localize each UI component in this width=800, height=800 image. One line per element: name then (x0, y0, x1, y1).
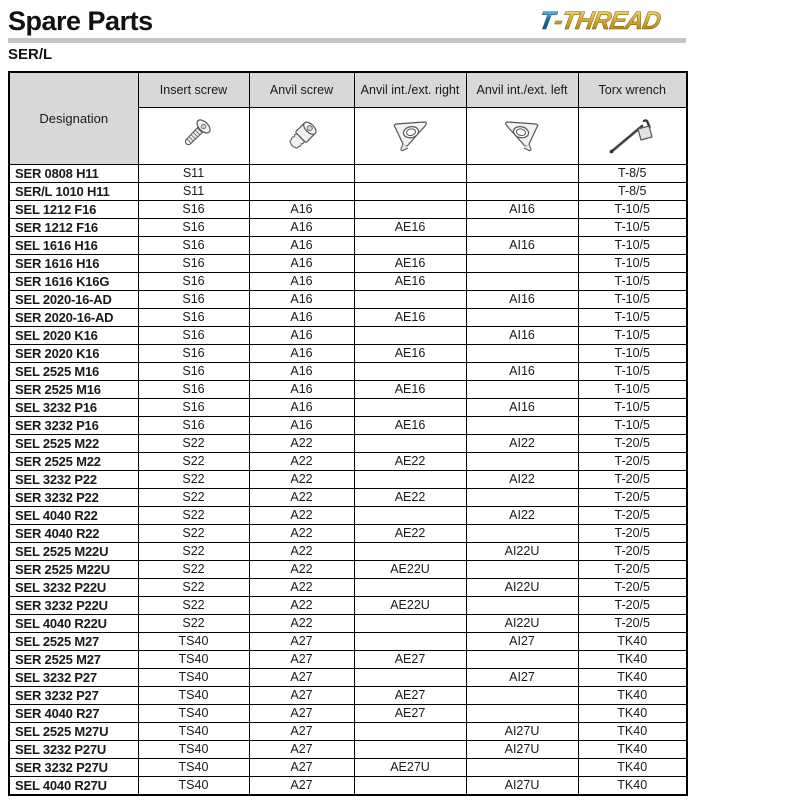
value-cell: T-20/5 (578, 597, 687, 615)
designation-cell: SER 0808 H11 (9, 165, 138, 183)
value-cell: TS40 (138, 741, 249, 759)
value-cell (354, 165, 466, 183)
value-cell: S16 (138, 345, 249, 363)
value-cell (354, 363, 466, 381)
designation-cell: SER 2020 K16 (9, 345, 138, 363)
value-cell: TS40 (138, 777, 249, 796)
value-cell (354, 543, 466, 561)
value-cell: AI16 (466, 363, 578, 381)
value-cell: A22 (249, 597, 354, 615)
value-cell: AI16 (466, 291, 578, 309)
value-cell (466, 381, 578, 399)
value-cell: T-20/5 (578, 507, 687, 525)
table-row (9, 723, 687, 741)
value-cell: S16 (138, 381, 249, 399)
value-cell (354, 471, 466, 489)
value-cell: AE22 (354, 453, 466, 471)
designation-cell: SEL 3232 P22 (9, 471, 138, 489)
table-row (9, 669, 687, 687)
value-cell: AI16 (466, 399, 578, 417)
designation-cell: SEL 2525 M22U (9, 543, 138, 561)
value-cell (466, 525, 578, 543)
table-row (9, 273, 687, 291)
value-cell (354, 615, 466, 633)
value-cell: A22 (249, 525, 354, 543)
value-cell (354, 327, 466, 345)
value-cell: S16 (138, 309, 249, 327)
value-cell: AE27U (354, 759, 466, 777)
designation-cell: SEL 2020 K16 (9, 327, 138, 345)
designation-cell: SER 3232 P27U (9, 759, 138, 777)
designation-cell: SER 3232 P22U (9, 597, 138, 615)
value-cell: TS40 (138, 687, 249, 705)
value-cell: A22 (249, 471, 354, 489)
designation-cell: SEL 2525 M22 (9, 435, 138, 453)
value-cell: T-10/5 (578, 399, 687, 417)
table-row (9, 687, 687, 705)
value-cell: TK40 (578, 687, 687, 705)
value-cell: S11 (138, 165, 249, 183)
value-cell (354, 291, 466, 309)
value-cell: AE16 (354, 309, 466, 327)
value-cell: A16 (249, 309, 354, 327)
value-cell: A27 (249, 723, 354, 741)
series-subtitle: SER/L (8, 46, 53, 63)
designation-cell: SEL 1616 H16 (9, 237, 138, 255)
value-cell: S22 (138, 489, 249, 507)
value-cell: AE27 (354, 705, 466, 723)
value-cell: T-10/5 (578, 219, 687, 237)
value-cell (466, 453, 578, 471)
value-cell: A16 (249, 273, 354, 291)
value-cell: T-8/5 (578, 183, 687, 201)
value-cell: TK40 (578, 705, 687, 723)
table-row (9, 507, 687, 525)
value-cell: T-10/5 (578, 273, 687, 291)
value-cell: A22 (249, 543, 354, 561)
value-cell: AI22 (466, 507, 578, 525)
value-cell (354, 723, 466, 741)
column-header-anvil-right: Anvil int./ext. right (354, 72, 466, 108)
value-cell (466, 759, 578, 777)
table-row (9, 525, 687, 543)
value-cell: TS40 (138, 669, 249, 687)
designation-cell: SEL 4040 R22 (9, 507, 138, 525)
value-cell: S22 (138, 561, 249, 579)
table-row (9, 777, 687, 796)
value-cell: AI22U (466, 615, 578, 633)
value-cell (354, 669, 466, 687)
value-cell: T-20/5 (578, 543, 687, 561)
value-cell: TS40 (138, 723, 249, 741)
insert-screw-icon-cell (138, 108, 249, 165)
column-label-row (9, 72, 687, 108)
value-cell: A22 (249, 561, 354, 579)
value-cell: T-10/5 (578, 255, 687, 273)
value-cell: T-10/5 (578, 345, 687, 363)
anvil-insert-right-icon (384, 114, 436, 158)
value-cell (466, 651, 578, 669)
value-cell: A16 (249, 363, 354, 381)
value-cell: S16 (138, 399, 249, 417)
value-cell: T-8/5 (578, 165, 687, 183)
value-cell: AE22U (354, 561, 466, 579)
value-cell: A16 (249, 255, 354, 273)
value-cell: S22 (138, 471, 249, 489)
value-cell: T-20/5 (578, 453, 687, 471)
value-cell (249, 165, 354, 183)
value-cell: AE22 (354, 489, 466, 507)
table-row (9, 561, 687, 579)
value-cell: T-10/5 (578, 309, 687, 327)
designation-cell: SEL 3232 P16 (9, 399, 138, 417)
value-cell (354, 237, 466, 255)
column-header-anvil-left: Anvil int./ext. left (466, 72, 578, 108)
value-cell: A27 (249, 741, 354, 759)
value-cell: A16 (249, 417, 354, 435)
value-cell: TK40 (578, 777, 687, 796)
value-cell: A22 (249, 615, 354, 633)
designation-cell: SER 4040 R22 (9, 525, 138, 543)
value-cell (466, 705, 578, 723)
table-row (9, 363, 687, 381)
value-cell: T-20/5 (578, 579, 687, 597)
table-row (9, 471, 687, 489)
value-cell: AI27U (466, 723, 578, 741)
designation-cell: SEL 3232 P22U (9, 579, 138, 597)
value-cell: A16 (249, 237, 354, 255)
insert-screw-icon (170, 113, 218, 159)
designation-cell: SEL 2525 M27U (9, 723, 138, 741)
logo-text-thread: -THREAD (551, 7, 663, 35)
value-cell: S16 (138, 363, 249, 381)
designation-cell: SEL 3232 P27U (9, 741, 138, 759)
designation-cell: SER 3232 P27 (9, 687, 138, 705)
table-row (9, 291, 687, 309)
value-cell (354, 507, 466, 525)
value-cell: S22 (138, 543, 249, 561)
value-cell: A16 (249, 381, 354, 399)
value-cell: TK40 (578, 633, 687, 651)
value-cell (466, 219, 578, 237)
anvil-screw-icon (278, 113, 326, 159)
designation-cell: SER/L 1010 H11 (9, 183, 138, 201)
torx-wrench-icon (604, 114, 660, 158)
value-cell (466, 165, 578, 183)
value-cell: T-20/5 (578, 471, 687, 489)
value-cell: TS40 (138, 633, 249, 651)
value-cell: S16 (138, 255, 249, 273)
value-cell: A22 (249, 435, 354, 453)
table-row (9, 399, 687, 417)
value-cell: A22 (249, 489, 354, 507)
value-cell: A16 (249, 345, 354, 363)
value-cell: A27 (249, 777, 354, 796)
value-cell (354, 201, 466, 219)
table-row (9, 165, 687, 183)
value-cell: A16 (249, 327, 354, 345)
value-cell: S16 (138, 417, 249, 435)
value-cell (466, 597, 578, 615)
value-cell: TS40 (138, 759, 249, 777)
value-cell: T-10/5 (578, 381, 687, 399)
value-cell (354, 399, 466, 417)
table-row (9, 759, 687, 777)
table-row (9, 651, 687, 669)
value-cell: AI16 (466, 327, 578, 345)
designation-cell: SER 2525 M16 (9, 381, 138, 399)
value-cell: T-10/5 (578, 417, 687, 435)
value-cell (466, 345, 578, 363)
value-cell: S22 (138, 507, 249, 525)
designation-cell: SER 1212 F16 (9, 219, 138, 237)
value-cell: TS40 (138, 651, 249, 669)
value-cell (354, 777, 466, 796)
value-cell: AI27U (466, 741, 578, 759)
table-row (9, 615, 687, 633)
value-cell: AE22 (354, 525, 466, 543)
table-row (9, 417, 687, 435)
table-row (9, 219, 687, 237)
torx-wrench-icon-cell (578, 108, 687, 165)
value-cell: S22 (138, 597, 249, 615)
title-divider (8, 38, 686, 43)
table-row (9, 597, 687, 615)
designation-cell: SER 1616 H16 (9, 255, 138, 273)
table-row (9, 579, 687, 597)
value-cell: A27 (249, 669, 354, 687)
value-cell: A27 (249, 705, 354, 723)
value-cell: AI22 (466, 435, 578, 453)
value-cell (466, 255, 578, 273)
value-cell (354, 579, 466, 597)
value-cell: S11 (138, 183, 249, 201)
designation-cell: SER 1616 K16G (9, 273, 138, 291)
designation-cell: SEL 1212 F16 (9, 201, 138, 219)
designation-cell: SER 3232 P16 (9, 417, 138, 435)
value-cell: AI22U (466, 579, 578, 597)
value-cell: T-20/5 (578, 489, 687, 507)
designation-column-header: Designation (9, 72, 138, 165)
value-cell (466, 183, 578, 201)
table-row (9, 543, 687, 561)
t-thread-logo (534, 6, 710, 36)
value-cell: AI22U (466, 543, 578, 561)
value-cell: S22 (138, 453, 249, 471)
designation-cell: SER 2020-16-AD (9, 309, 138, 327)
value-cell (354, 741, 466, 759)
table-row (9, 255, 687, 273)
value-cell: AE27 (354, 687, 466, 705)
value-cell: T-20/5 (578, 561, 687, 579)
value-cell: AE27 (354, 651, 466, 669)
value-cell (249, 183, 354, 201)
value-cell: S22 (138, 525, 249, 543)
value-cell: S16 (138, 291, 249, 309)
value-cell: A22 (249, 579, 354, 597)
value-cell: S22 (138, 579, 249, 597)
value-cell: AE22U (354, 597, 466, 615)
value-cell: AE16 (354, 345, 466, 363)
designation-cell: SEL 4040 R27U (9, 777, 138, 796)
value-cell (354, 435, 466, 453)
header (8, 6, 792, 36)
designation-cell: SER 2525 M27 (9, 651, 138, 669)
value-cell: S16 (138, 219, 249, 237)
value-cell (354, 183, 466, 201)
table-row (9, 633, 687, 651)
page-title: Spare Parts (8, 6, 153, 36)
value-cell: AE16 (354, 255, 466, 273)
value-cell: TK40 (578, 723, 687, 741)
value-cell: S16 (138, 237, 249, 255)
value-cell: A27 (249, 651, 354, 669)
value-cell: A16 (249, 399, 354, 417)
table-body (9, 165, 687, 796)
anvil-insert-left-icon-cell (466, 108, 578, 165)
anvil-screw-icon-cell (249, 108, 354, 165)
designation-cell: SER 4040 R27 (9, 705, 138, 723)
value-cell: T-10/5 (578, 363, 687, 381)
value-cell (466, 417, 578, 435)
value-cell: AI27U (466, 777, 578, 796)
value-cell: S16 (138, 201, 249, 219)
column-header-anvil-screw: Anvil screw (249, 72, 354, 108)
value-cell: A22 (249, 507, 354, 525)
value-cell: AE16 (354, 381, 466, 399)
table-row (9, 453, 687, 471)
value-cell: AI27 (466, 669, 578, 687)
designation-cell: SER 3232 P22 (9, 489, 138, 507)
value-cell: A27 (249, 633, 354, 651)
value-cell: TK40 (578, 759, 687, 777)
value-cell: A27 (249, 759, 354, 777)
value-cell: T-10/5 (578, 237, 687, 255)
value-cell (466, 273, 578, 291)
table-row (9, 327, 687, 345)
t-thread-logo-graphic (534, 6, 710, 36)
designation-cell: SEL 2525 M27 (9, 633, 138, 651)
value-cell: T-20/5 (578, 615, 687, 633)
table-row (9, 183, 687, 201)
value-cell: A16 (249, 291, 354, 309)
designation-cell: SEL 2525 M16 (9, 363, 138, 381)
table-row (9, 705, 687, 723)
value-cell: T-20/5 (578, 435, 687, 453)
value-cell (466, 489, 578, 507)
value-cell: TS40 (138, 705, 249, 723)
value-cell: AI27 (466, 633, 578, 651)
value-cell: AI16 (466, 237, 578, 255)
designation-cell: SER 2525 M22 (9, 453, 138, 471)
logo-text-t: T (536, 7, 558, 35)
value-cell (466, 309, 578, 327)
value-cell: TK40 (578, 741, 687, 759)
value-cell: T-10/5 (578, 291, 687, 309)
anvil-insert-left-icon (496, 114, 548, 158)
column-header-insert-screw: Insert screw (138, 72, 249, 108)
table-row (9, 489, 687, 507)
value-cell (354, 633, 466, 651)
spare-parts-table (8, 71, 688, 796)
designation-cell: SEL 4040 R22U (9, 615, 138, 633)
value-cell: TK40 (578, 651, 687, 669)
value-cell: S22 (138, 435, 249, 453)
value-cell: S22 (138, 615, 249, 633)
value-cell: T-10/5 (578, 201, 687, 219)
value-cell (466, 687, 578, 705)
value-cell: A16 (249, 201, 354, 219)
table-row (9, 201, 687, 219)
table-row (9, 309, 687, 327)
value-cell: AE16 (354, 273, 466, 291)
column-header-torx-wrench: Torx wrench (578, 72, 687, 108)
value-cell: S16 (138, 327, 249, 345)
value-cell: A16 (249, 219, 354, 237)
value-cell: AE16 (354, 417, 466, 435)
table-row (9, 381, 687, 399)
designation-cell: SER 2525 M22U (9, 561, 138, 579)
value-cell: AI16 (466, 201, 578, 219)
table-row (9, 741, 687, 759)
value-cell: TK40 (578, 669, 687, 687)
value-cell: A27 (249, 687, 354, 705)
value-cell: AI22 (466, 471, 578, 489)
designation-cell: SEL 2020-16-AD (9, 291, 138, 309)
value-cell: A22 (249, 453, 354, 471)
value-cell: T-10/5 (578, 327, 687, 345)
table-row (9, 435, 687, 453)
designation-cell: SEL 3232 P27 (9, 669, 138, 687)
value-cell: AE16 (354, 219, 466, 237)
value-cell (466, 561, 578, 579)
table-row (9, 345, 687, 363)
value-cell: T-20/5 (578, 525, 687, 543)
anvil-insert-right-icon-cell (354, 108, 466, 165)
table-row (9, 237, 687, 255)
value-cell: S16 (138, 273, 249, 291)
